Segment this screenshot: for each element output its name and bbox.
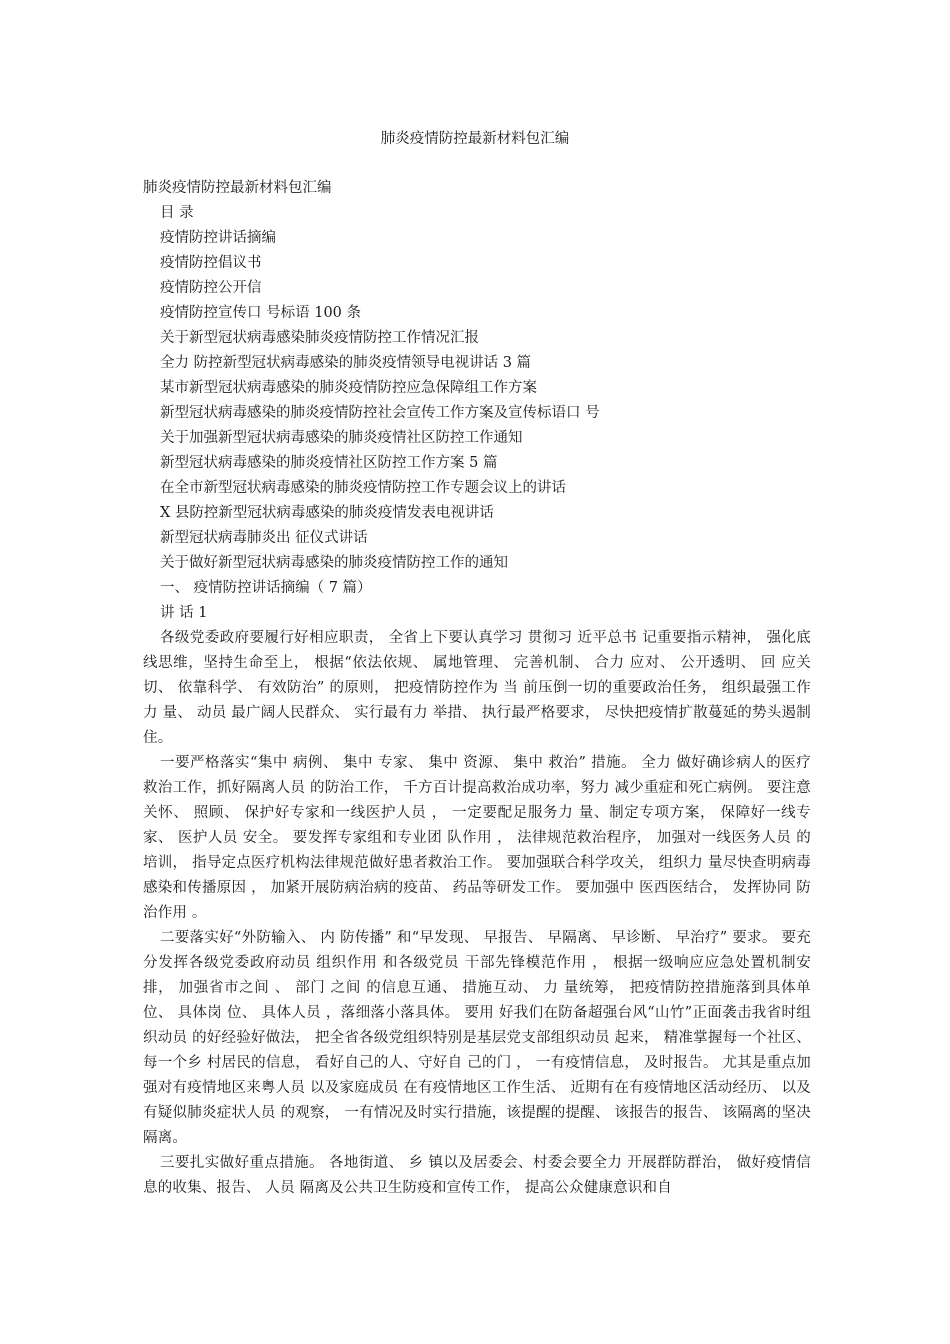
toc-item: X 县防控新型冠状病毒感染的肺炎疫情发表电视讲话 [160,505,494,521]
paragraph: 二要落实好“外防输入、 内 防传播” 和“早发现、 早报告、 早隔离、 早诊断、 早治疗” 要求。 要充分发挥各级党委政府动员 组织作用 和各级党员 干部先锋模范作用 ， 根据一级响应应急处置机制安排， 加强省市之间 、 部门 之间 的信息互通、 措施互动、 力 量统筹， 把疫情防控措施落到具体单位、 具体岗 位、 具体人员 ，落细落小落具体。 要用 好我们在防备超强台风“山竹”正面袭击我省时组织动员 的好经验好做法， 把全省各级党组织特别是基层党支部组织动员 起来， 精准掌握每一个社区、 每一个乡 村居民的信息， 看好自己的人、守好自 己的门 ， 一有疫情信息， 及时报告。 尤其是重点加强对有疫情地区来粤人员 以及家庭成员 在有疫情地区工作生活、 近期有在有疫情地区活动经历、 以及有疑似肺炎症状人员 的观察， 一有情况及时实行措施，该提醒的提醒、 该报告的报告、 该隔离的坚决隔离。 [143,930,811,1146]
toc-item: 某市新型冠状病毒感染的肺炎疫情防控应急保障组工作方案 [160,380,537,396]
paragraph: 一要严格落实“集中 病例、 集中 专家、 集中 资源、 集中 救治” 措施。 全力 做好确诊病人的医疗救治工作，抓好隔离人员 的防治工作， 千方百计提高救治成功率，努力 减少重症和死亡病例。 要注意关怀、 照顾、 保护好专家和一线医护人员 ， 一定要配足服务力 量、制定专项方案， 保障好一线专家、 医护人员 安全。 要发挥专家组和专业团 队作用 ， 法律规范救治程序， 加强对一线医务人员 的培训， 指导定点医疗机构法律规范做好患者救治工作。 要加强联合科学攻关， 组织力 量尽快查明病毒感染和传播原因 ， 加紧开展防病治病的疫苗、 药品等研发工作。 要加强中 医西医结合， 发挥协同 防治作用 。 [143,755,811,921]
document-body [143,176,811,1201]
page-title: 肺炎疫情防控最新材料包汇编 [380,131,570,147]
toc-item: 新型冠状病毒感染的肺炎疫情防控社会宣传工作方案及宣传标语口 号 [160,405,600,421]
table-of-contents [143,226,811,576]
toc-item: 疫情防控讲话摘编 [160,230,276,246]
toc-item: 疫情防控宣传口 号标语 100 条 [160,305,362,321]
paragraph: 各级党委政府要履行好相应职责， 全省上下要认真学习 贯彻习 近平总书 记重要指示精神， 强化底线思维，坚持生命至上， 根据“依法依规、 属地管理、 完善机制、 合力 应对、 公开透明、 回 应关切、 依靠科学、 有效防治” 的原则， 把疫情防控作为 当 前压倒一切的重要政治任务， 组织最强工作力 量、 动员 最广阔人民群众、 实行最有力 举措、 执行最严格要求， 尽快把疫情扩散蔓延的势头遏制住。 [143,630,811,746]
toc-item: 全力 防控新型冠状病毒感染的肺炎疫情领导电视讲话 3 篇 [160,355,532,371]
section-heading: 一、 疫情防控讲话摘编（ 7 篇） [160,580,372,596]
toc-item: 新型冠状病毒肺炎出 征仪式讲话 [160,530,368,546]
toc-item: 关于新型冠状病毒感染肺炎疫情防控工作情况汇报 [160,330,479,346]
document-title: 肺炎疫情防控最新材料包汇编 [143,180,332,196]
toc-heading: 目 录 [160,205,194,221]
paragraph: 三要扎实做好重点措施。 各地街道、 乡 镇以及居委会、村委会要全力 开展群防群治， 做好疫情信息的收集、报告、 人员 隔离及公共卫生防疫和宣传工作， 提高公众健康意识和自 [143,1155,811,1196]
toc-item: 关于做好新型冠状病毒感染的肺炎疫情防控工作的通知 [160,555,508,571]
toc-item: 关于加强新型冠状病毒感染的肺炎疫情社区防控工作通知 [160,430,523,446]
toc-item: 疫情防控倡议书 [160,255,262,271]
speech-label: 讲 话 1 [160,605,208,621]
toc-item: 新型冠状病毒感染的肺炎疫情社区防控工作方案 5 篇 [160,455,498,471]
speech-body [143,626,811,1201]
toc-item: 在全市新型冠状病毒感染的肺炎疫情防控工作专题会议上的讲话 [160,480,566,496]
toc-item: 疫情防控公开信 [160,280,262,296]
